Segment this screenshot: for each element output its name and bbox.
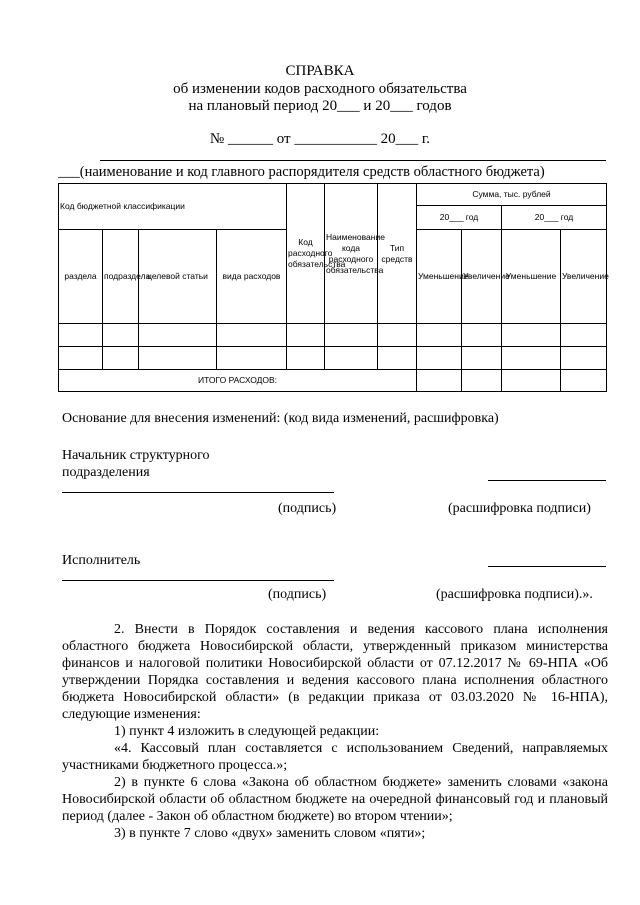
- th-razdel: раздела: [59, 230, 103, 324]
- doc-title: СПРАВКА: [285, 63, 355, 79]
- th-umen2: Уменьшение: [502, 230, 561, 324]
- table-row: [59, 347, 607, 370]
- paragraph-2-1-text: «4. Кассовый план составляется с использованием Сведений, направляемых участниками бюджетного процесса.»;: [62, 741, 608, 773]
- th-uvel2: Увеличение: [561, 230, 607, 324]
- th-vid: вида расходов: [217, 230, 287, 324]
- executor-decode-line: [488, 566, 606, 567]
- head-label-2: подразделения: [62, 465, 150, 480]
- paragraph-2-1: 1) пункт 4 изложить в следующей редакции:: [114, 724, 380, 739]
- th-kbk: Код бюджетной классификации: [59, 184, 287, 230]
- executor-decode-caption: (расшифровка подписи).».: [436, 587, 593, 602]
- th-uvel1: Увеличение: [462, 230, 502, 324]
- th-kod-obyaz: Код расходного обязательства: [287, 184, 325, 324]
- th-year1: 20___ год: [417, 206, 502, 230]
- th-summa: Сумма, тыс. рублей: [417, 184, 607, 206]
- th-year2: 20___ год: [502, 206, 607, 230]
- head-label-1: Начальник структурного: [62, 448, 210, 463]
- th-tip: Тип средств: [378, 184, 417, 324]
- th-naim-kod: Наименование кода расходного обязательства: [325, 184, 378, 324]
- codes-table: [58, 183, 607, 392]
- sign-line: [62, 492, 334, 493]
- th-podrazdel: подраздела: [103, 230, 139, 324]
- th-umen1: Уменьшение: [417, 230, 462, 324]
- paragraph-2-3: 3) в пункте 7 слово «двух» заменить словом «пяти»;: [114, 826, 426, 841]
- executor-sign-caption: (подпись): [268, 587, 327, 602]
- doc-subtitle: об изменении кодов расходного обязательства: [173, 81, 467, 97]
- table-total-row: [59, 370, 607, 392]
- budget-holder-caption: ___(наименование и код главного распорядителя средств областного бюджета): [58, 164, 545, 180]
- divider-line: [100, 160, 606, 161]
- paragraph-2: 2. Внести в Порядок составления и ведения кассового плана исполнения областного бюджета Новосибирской области, утвержденный приказом министерства финансов и налоговой политики Новосибирской области от 07.12.2017 № 69-НПА «Об утверждении Порядка составления и ведения кассового плана исполнения областного бюджета Новосибирской области» (в редакции приказа от 03.03.2020 № 16-НПА), следующие изменения:: [62, 622, 608, 722]
- sign-caption: (подпись): [278, 501, 337, 516]
- doc-period: на плановый период 20___ и 20___ годов: [188, 98, 452, 114]
- th-csr: целевой статьи: [139, 230, 217, 324]
- paragraph-2-2: 2) в пункте 6 слова «Закона об областном бюджете» заменить словами «закона Новосибирской области об областном бюджете на очередной финансовый год и плановый период (далее - Закон об областном бюджете) во втором чтении»;: [62, 775, 608, 824]
- basis-text: Основание для внесения изменений: (код вида изменений, расшифровка): [62, 411, 499, 426]
- executor-sign-line: [62, 580, 334, 581]
- total-label: ИТОГО РАСХОДОВ:: [59, 370, 417, 392]
- executor-label: Исполнитель: [62, 553, 141, 568]
- table-row: [59, 324, 607, 347]
- decode-caption: (расшифровка подписи): [448, 501, 591, 516]
- doc-number-date: № ______ от ___________ 20___ г.: [209, 131, 431, 147]
- decode-line: [488, 480, 606, 481]
